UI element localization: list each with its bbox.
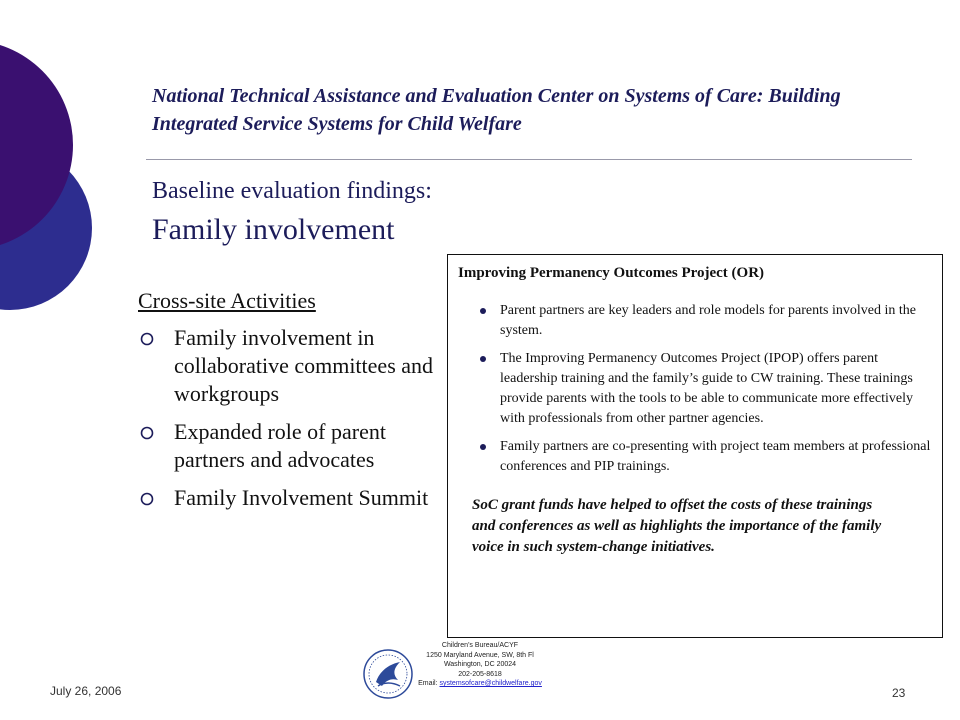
- slide-title-line2: Family involvement: [152, 213, 395, 246]
- hollow-circle-bullet-icon: [140, 492, 154, 506]
- header-divider: [146, 159, 912, 160]
- filled-dot-bullet-icon: [480, 356, 486, 362]
- contact-line1: Children’s Bureau/ACYF: [441, 642, 519, 649]
- cross-site-activities: [138, 284, 448, 522]
- footer-date: July 26, 2006: [50, 684, 122, 698]
- cross-site-heading: Cross-site Activities: [138, 288, 316, 313]
- organization-title: National Technical Assistance and Evaluation Center on Systems of Care: Building Integrated Service Systems for Child Welfare: [152, 85, 841, 135]
- contact-email-link[interactable]: systemsofcare@childwelfare.gov: [439, 680, 542, 687]
- callout-bullet-text: Parent partners are key leaders and role models for parents involved in the system.: [500, 303, 916, 338]
- list-item: [138, 324, 448, 408]
- contact-email-label: Email:: [418, 680, 440, 687]
- list-item: [138, 484, 448, 512]
- callout-bullet-text: The Improving Permanency Outcomes Project (IPOP) offers parent leadership training and the family’s guide to CW training. These trainings provide parents with the tools to be able to communicate more effectively with professionals from other partner agencies.: [500, 351, 913, 426]
- callout-note: SoC grant funds have helped to offset the costs of these trainings and conferences as well as highlights the importance of the family voice in such system-change initiatives.: [472, 497, 882, 555]
- slide-title: [152, 172, 872, 250]
- hollow-circle-bullet-icon: [140, 426, 154, 440]
- hollow-circle-bullet-icon: [140, 332, 154, 346]
- cross-site-list: [138, 324, 448, 512]
- ipop-callout-box: [447, 254, 943, 638]
- contact-info: [404, 641, 556, 689]
- list-item-text: Family Involvement Summit: [174, 485, 429, 510]
- list-item-text: Expanded role of parent partners and advocates: [174, 419, 386, 472]
- callout-title: Improving Permanency Outcomes Project (OR): [458, 265, 765, 281]
- contact-email-row: [404, 679, 556, 689]
- filled-dot-bullet-icon: [480, 444, 486, 450]
- list-item: [458, 301, 932, 341]
- decorative-circles: [0, 0, 130, 360]
- callout-bullet-text: Family partners are co-presenting with project team members at professional conferences and PIP trainings.: [500, 439, 931, 474]
- slide-title-line1: Baseline evaluation findings:: [152, 178, 432, 204]
- contact-line2: 1250 Maryland Avenue, SW, 8th Fl: [426, 651, 534, 659]
- page-number: 23: [892, 686, 906, 700]
- list-item-text: Family involvement in collaborative committees and workgroups: [174, 325, 434, 406]
- list-item: [458, 349, 932, 429]
- callout-list: [458, 301, 932, 477]
- list-item: [458, 437, 932, 477]
- list-item: [138, 418, 448, 474]
- contact-line4: 202-205-8618: [458, 670, 502, 678]
- filled-dot-bullet-icon: [480, 308, 486, 314]
- contact-line3: Washington, DC 20024: [443, 661, 517, 668]
